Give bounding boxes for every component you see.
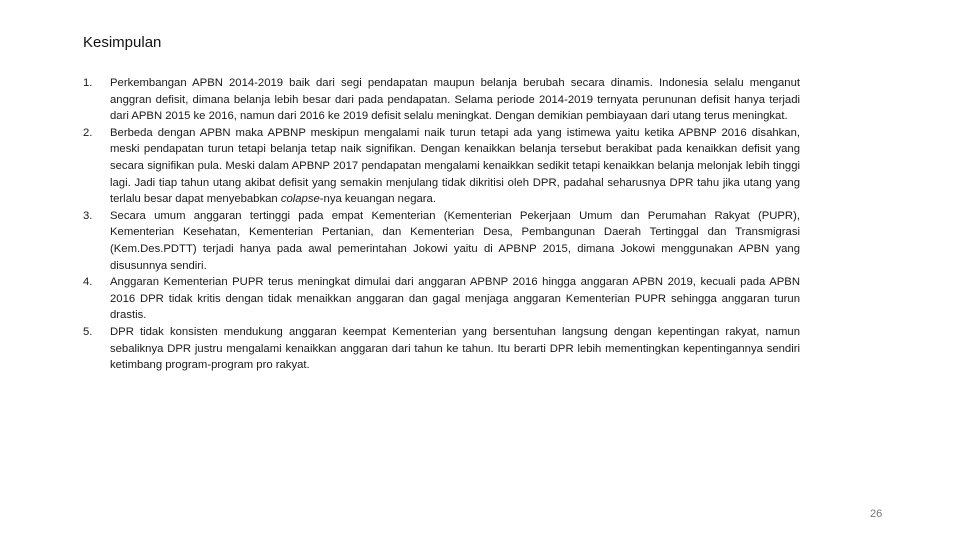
- slide-title: Kesimpulan: [83, 34, 162, 51]
- list-item-text: [110, 127, 800, 205]
- list-item-italic-term: colapse: [280, 193, 320, 206]
- list-item: [83, 125, 800, 208]
- list-item-number: 2.: [83, 126, 93, 139]
- list-item-number: 1.: [83, 77, 93, 89]
- page-number: 26: [870, 508, 883, 520]
- list-item-number: 5.: [83, 325, 93, 338]
- list-item-text: DPR tidak konsisten mendukung anggaran keempat Kementerian yang bersentuhan langsung dengan kepentingan rakyat, namun sebaliknya DPR justru mengalami kenaikkan anggaran dari tahun ke tahun. Itu berarti DPR lebih mementingkan kepentingannya sendiri ketimbang program-program pro rakyat.: [110, 325, 800, 372]
- list-item: [83, 274, 800, 324]
- list-item-text-part: -nya keuangan negara.: [319, 193, 436, 206]
- list-item-number: 4.: [83, 276, 93, 289]
- list-item-text-part: Berbeda dengan APBN maka APBNP meskipun mengalami naik turun tetapi ada yang istimewa yaitu ketika APBNP 2016 disahkan, meski pendapatan turun tetapi belanja tetap naik signifikan. Dengan kenaikkan belanja tersebut berakibat pada kenaikkan defisit yang secara signifikan pula. Meski dalam APBNP 2017 pendapatan mengalami kenaikkan sedikit tetapi kenaikkan belanja melonjak lebih tinggi lagi. Jadi tiap tahun utang akibat defisit yang semakin menjulang tidak dikritisi oleh DPR, padahal seharusnya DPR tahu jika utang yang terlalu besar dapat menyebabkan: [110, 126, 800, 206]
- conclusion-list: [83, 75, 800, 374]
- list-item-text: Secara umum anggaran tertinggi pada empat Kementerian (Kementerian Pekerjaan Umum dan Perumahan Rakyat (PUPR), Kementerian Kesehatan, Kementerian Pertanian, dan Kementerian Desa, Pembangunan Daerah Tertinggal dan Transmigrasi (Kem.Des.PDTT) terjadi hanya pada awal pemerintahan Jokowi yaitu di APBNP 2015, dimana Jokowi menggunakan APBN yang disusunnya sendiri.: [110, 209, 800, 272]
- list-item-text: Perkembangan APBN 2014-2019 baik dari segi pendapatan maupun belanja berubah secara dinamis. Indonesia selalu menganut anggran defisit, dimana belanja lebih besar dari pada pendapatan. Selama periode 2014-2019 ternyata perununan defisit hanya terjadi dari APBN 2015 ke 2016, namun dari 2016 ke 2019 defisit selalu meningkat. Dengan demikian pembiayaan dari utang terus meningkat.: [110, 77, 800, 123]
- list-item-number: 3.: [83, 209, 93, 222]
- list-item: [83, 324, 800, 374]
- list-item: [83, 75, 800, 125]
- list-item-text: Anggaran Kementerian PUPR terus meningkat dimulai dari anggaran APBNP 2016 hingga anggaran APBN 2019, kecuali pada APBN 2016 DPR tidak kritis dengan tidak menaikkan anggaran dan gagal menjaga anggaran Kementerian PUPR sehingga anggaran turun drastis.: [110, 276, 800, 322]
- list-item: [83, 208, 800, 274]
